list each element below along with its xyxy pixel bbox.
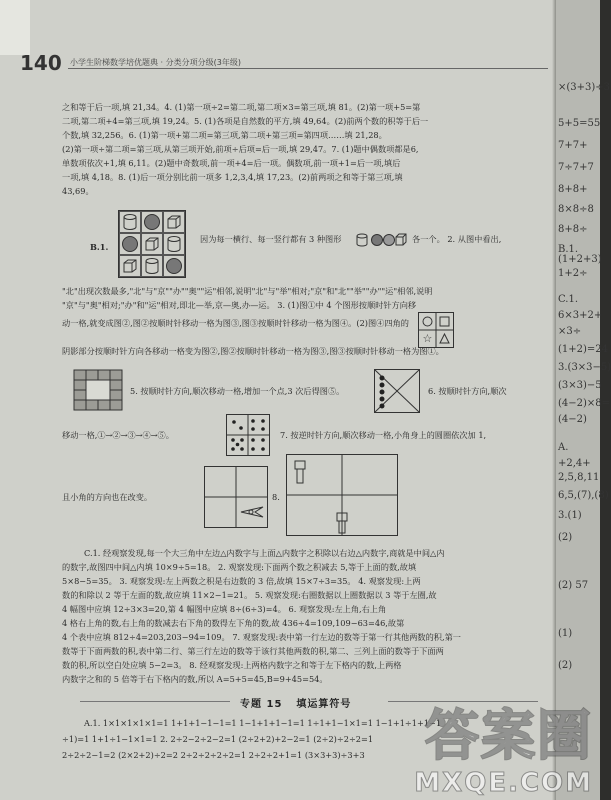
cube-icon <box>119 255 141 277</box>
body-line: 之和等于后一项,填 21,34。4. (1)第一项÷2=第二项,第二项×3=第三项,填 81。(2)第一项+5=第 <box>62 102 421 112</box>
page-header <box>20 51 540 75</box>
header-rule <box>68 68 548 69</box>
watermark-url: MXQE.COM <box>414 768 593 798</box>
c-line: 4 个表中应填 812÷4=203,203−94=109。 7. 观察发现:表中第一行左边的数等于第一行其他两数的积,第一 <box>62 632 461 642</box>
shape-grid-figure <box>118 210 186 278</box>
a-line: ÷1)=1 1+1÷1−1×1=1 2. 2÷2−2÷2−2=1 (2÷2+2)+2−2=1 (2÷2)÷2÷2=1 <box>62 734 374 744</box>
section-topic: 专题 15 <box>240 699 283 710</box>
body-line: (2)第一项÷第二项=第三项,从第三项开始,前项÷后项=后一项,填 29,47。7. (1)题中偶数项都是6, <box>62 144 419 154</box>
circle-icon <box>141 211 163 233</box>
side-line: (2) <box>558 660 573 671</box>
watermark-logo: 答案圈 <box>425 704 593 767</box>
side-line: ×(3+3)÷3 <box>558 82 611 93</box>
b-line: "北"出现次数最多,"北"与"京""办""奥""运"相邻,说明"北"与"举"相对;"京"和"北""举""办""运"相邻,说明 <box>62 286 433 296</box>
section-title <box>240 695 365 710</box>
side-line: 2,5,8,11 <box>558 472 600 483</box>
cylinder-icon <box>141 255 163 277</box>
side-line: 3.(3×3−5) <box>558 362 611 373</box>
side-line: 7+7+ <box>558 140 588 151</box>
side-line: (1) <box>558 628 573 639</box>
circle-icon <box>119 233 141 255</box>
b7-text-2: 且小角的方向也在改变。 <box>62 492 153 502</box>
side-line: 8+8+ <box>558 184 588 195</box>
cube-icon <box>141 233 163 255</box>
side-line: (1+2+3) <box>558 254 602 265</box>
side-line: 6×3+2+ <box>558 310 603 321</box>
b6-text-2: 移动一格,①→②→③→④→⑤。 <box>62 430 174 440</box>
side-line: B.1. <box>558 244 579 255</box>
header-title: 小学生阶梯数学培优题典 · 分类分项分级(3年级) <box>70 58 241 67</box>
c-line: 5×8−5=35。 3. 观察发现:左上两数之积是右边数的 3 倍,故填 15×7÷3=35。 4. 观察发现:上两 <box>62 576 421 586</box>
side-line: 7÷7+7 <box>558 162 594 173</box>
x-square-figure <box>374 369 420 413</box>
side-line: 5+5=55 <box>558 118 601 129</box>
side-line: (4−2)×8= <box>558 398 611 409</box>
side-line: (1+2)=24 <box>558 344 609 355</box>
svg-text:☆: ☆ <box>422 332 433 345</box>
body-line: 个数,填 32,256。6. (1)第一项+第二项=第三项,第二项+第三项=第四项……填 21,28。 <box>62 130 387 140</box>
section-rule-left <box>80 701 230 702</box>
b1-text-tail: 各一个。 2. 从图中看出, <box>412 234 502 244</box>
side-line: C.1. <box>558 294 579 305</box>
cube-icon <box>163 211 185 233</box>
side-line: 8×8÷8 <box>558 204 594 215</box>
body-line: 一项,填 4,18。8. (1)后一项分别比前一项多 1,2,3,4,填 17,23。(2)前两项之和等于第三项,填 <box>62 172 403 182</box>
side-line: (2) 57 <box>558 580 589 591</box>
c-line: 数等于下面两数的积,表中第二行、第三行左边的数等于该行其他两数的积,第二、三列上面的数等于下面两 <box>62 646 444 656</box>
body-line: 二项,第二项+4=第三项,填 19,24。5. (1)各项是自然数的平方,填 49,64。(2)前两个数的积等于后一 <box>62 116 429 126</box>
side-line: 3.(1) <box>558 510 582 521</box>
c-line: 的数字,故图四中间△内填 10×9÷5=18。 2. 观察发现:下面两个数之积减去 5,等于上面的数,故填 <box>62 562 417 572</box>
c-line: 内数字之和的 5 倍等于右下格内的数,所以 A=5+5=45,B=9+45=54。 <box>62 674 328 684</box>
c-line: 4 幅图中应填 12÷3×3=20,第 4 幅图中应填 8÷(6÷3)=4。 6. 观察发现:左上角,右上角 <box>62 604 387 614</box>
b1-label: B.1. <box>90 242 109 252</box>
side-line: (2) <box>558 532 573 543</box>
b-line: "京"与"奥"相对;"办"和"运"相对,即北—举,京—奥,办—运。 3. (1)图①中 4 个图形按顺时针方向移 <box>62 300 417 310</box>
c-line: C.1. 经观察发现,每一个大三角中左边△内数字与上面△内数字之积除以右边△内数字,商就是中间△内 <box>84 548 445 558</box>
cylinder-icon <box>163 233 185 255</box>
grid-figure-5 <box>74 370 122 414</box>
b1-text: 因为每一横行、每一竖行都有 3 种图形 <box>200 234 342 244</box>
body-line: 43,69。 <box>62 186 94 196</box>
page-corner <box>0 0 30 55</box>
b8-label: 8. <box>272 492 280 502</box>
figure-2x2-symbols <box>418 312 454 348</box>
page-number: 140 <box>20 51 62 75</box>
side-line: A. <box>558 442 569 453</box>
figure-7-grid <box>204 466 268 528</box>
section-name: 填运算符号 <box>296 699 352 710</box>
b-line: 阴影部分按顺时针方向各移动一格变为图②,图②按顺时针移动一格为图③,图③按顺时针移动一格为图①。 <box>62 346 444 356</box>
b-line: 动一格,就变成图②,图②按顺时针移动一格为图③,图③按顺时针移动一格为图④。(2)图④四角的 <box>62 318 409 328</box>
b7-text: 7. 按逆时针方向,顺次移动一格,小角身上的圆圈依次加 1, <box>280 430 487 440</box>
adjacent-page <box>556 0 611 800</box>
c-line: 数的积,所以空白处应填 5−2=3。 8. 经观察发现:上两格内数字之和等于左下格内的数,上两格 <box>62 660 402 670</box>
side-line: (3×3)−5 <box>558 380 602 391</box>
b6-text: 6. 按顺时针方向,顺次 <box>428 386 507 396</box>
dice-figure <box>226 414 270 456</box>
side-line: +2,4+ <box>558 458 591 469</box>
side-line: 8+8÷ <box>558 224 588 235</box>
side-line: (4−2) <box>558 414 587 425</box>
a-line: A.1. 1×1×1×1×1=1 1+1+1−1−1=1 1−1+1+1−1=1 1÷1+1−1×1=1 1−1+1÷1+1−1 <box>84 718 442 728</box>
c-line: 4 格右上角的数,右上角的数减去右下角的数得左下角的数,故 436÷4=109,109−63=46,故第 <box>62 618 405 628</box>
side-line: 6,5,(7),(8) <box>558 490 609 501</box>
body-line: 单数项依次+1,填 6,11。(2)题中奇数项,前一项+4=后一项。偶数项,前一项+1=后一项,填后 <box>62 158 401 168</box>
circle-icon <box>163 255 185 277</box>
cylinder-icon <box>119 211 141 233</box>
a-line: 2÷2÷2−1=2 (2×2+2)÷2=2 2÷2÷2÷2÷2=1 2÷2÷2+1=1 (3×3+3)÷3+3 <box>62 750 365 760</box>
b5-text: 5. 按顺时针方向,顺次移动一格,增加一个点,3 次后得图⑤。 <box>130 386 345 396</box>
c-line: 数的和除以 2 等于左面的数,故应填 11×2−1=21。 5. 观察发现:右圈数据以上圈数据以 3 等于左圈,故 <box>62 590 437 600</box>
side-line: 1+2÷ <box>558 268 588 279</box>
inline-shapes <box>356 232 408 251</box>
figure-8-grid <box>286 454 398 536</box>
side-line: ×3÷ <box>558 326 582 337</box>
